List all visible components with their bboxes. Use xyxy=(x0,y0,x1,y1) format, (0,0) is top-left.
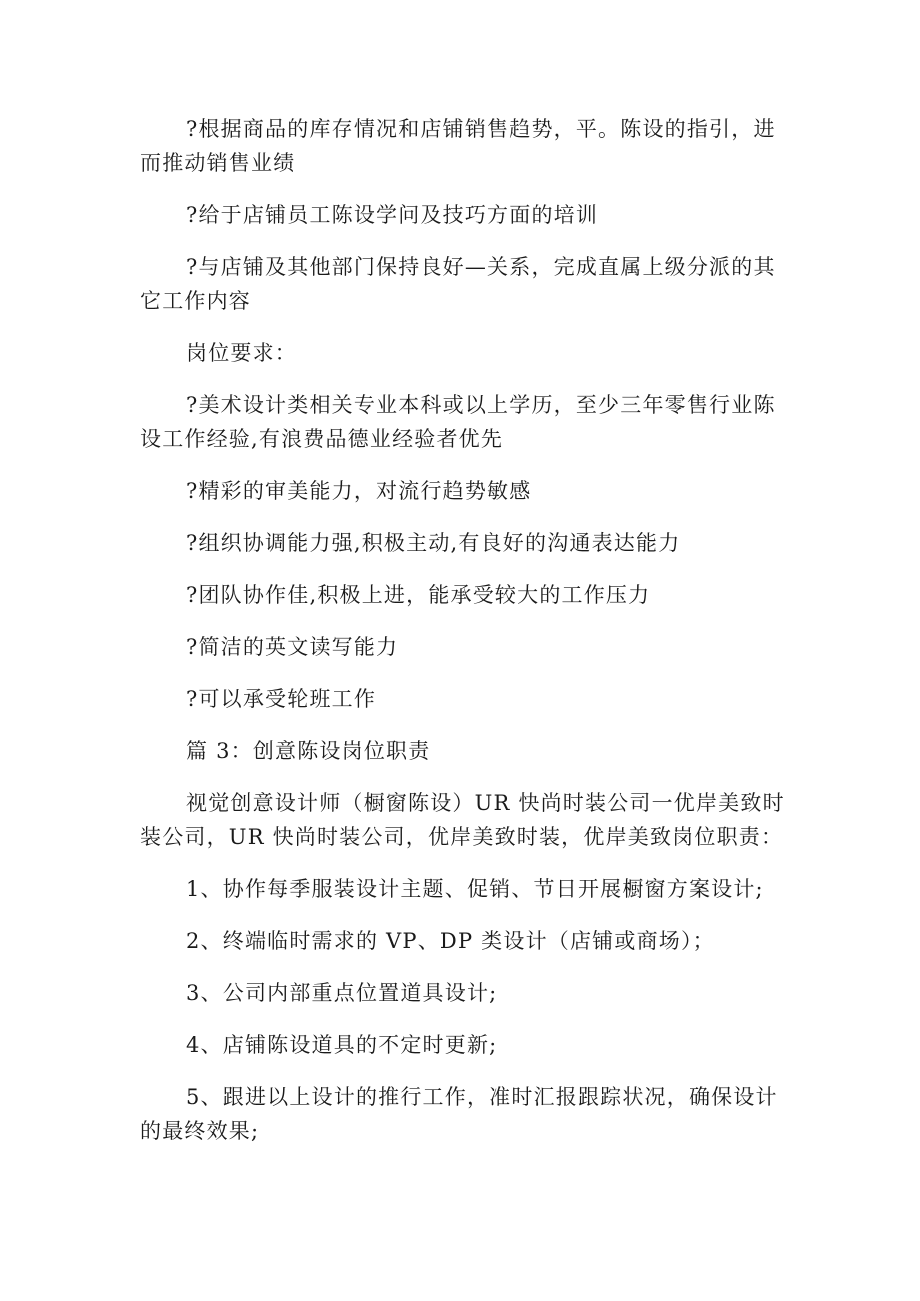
section-heading-part-3: 篇 3：创意陈设岗位职责 xyxy=(186,739,431,763)
paragraph-task-2: 2、终端临时需求的 VP、DP 类设计（店铺或商场）； xyxy=(186,929,715,953)
paragraph-task-4: 4、店铺陈设道具的不定时更新; xyxy=(186,1033,498,1057)
section-heading-requirements: 岗位要求： xyxy=(186,341,297,365)
paragraph-req-teamwork: ?团队协作佳,积极上进，能承受较大的工作压力 xyxy=(186,583,651,607)
paragraph-req-shift-work: ?可以承受轮班工作 xyxy=(186,687,377,711)
paragraph-company-intro: 视觉创意设计师（橱窗陈设）UR 快尚时装公司一优岸美致时装公司，UR 快尚时装公司，优岸美致时装，优岸美致岗位职责： xyxy=(140,791,785,849)
paragraph-req-coordination: ?组织协调能力强,积极主动,有良好的沟通表达能力 xyxy=(186,531,681,555)
paragraph-req-english: ?简洁的英文读写能力 xyxy=(186,635,399,659)
paragraph-duty-staff-training: ?给于店铺员工陈设学问及技巧方面的培训 xyxy=(186,203,599,227)
paragraph-req-aesthetics: ?精彩的审美能力，对流行趋势敏感 xyxy=(186,479,532,503)
paragraph-duty-relations: ?与店铺及其他部门保持良好—关系，完成直属上级分派的其它工作内容 xyxy=(140,255,776,313)
document-body xyxy=(140,112,788,1166)
paragraph-req-education: ?美术设计类相关专业本科或以上学历，至少三年零售行业陈设工作经验,有浪费品德业经验者优先 xyxy=(140,393,776,451)
paragraph-task-3: 3、公司内部重点位置道具设计; xyxy=(186,981,498,1005)
paragraph-task-5: 5、跟进以上设计的推行工作，准时汇报跟踪状况，确保设计的最终效果; xyxy=(140,1085,778,1143)
paragraph-task-1: 1、协作每季服装设计主题、促销、节日开展橱窗方案设计; xyxy=(186,877,764,901)
paragraph-duty-display-guidance: ?根据商品的库存情况和店铺销售趋势，平。陈设的指引，进而推动销售业绩 xyxy=(140,117,776,175)
